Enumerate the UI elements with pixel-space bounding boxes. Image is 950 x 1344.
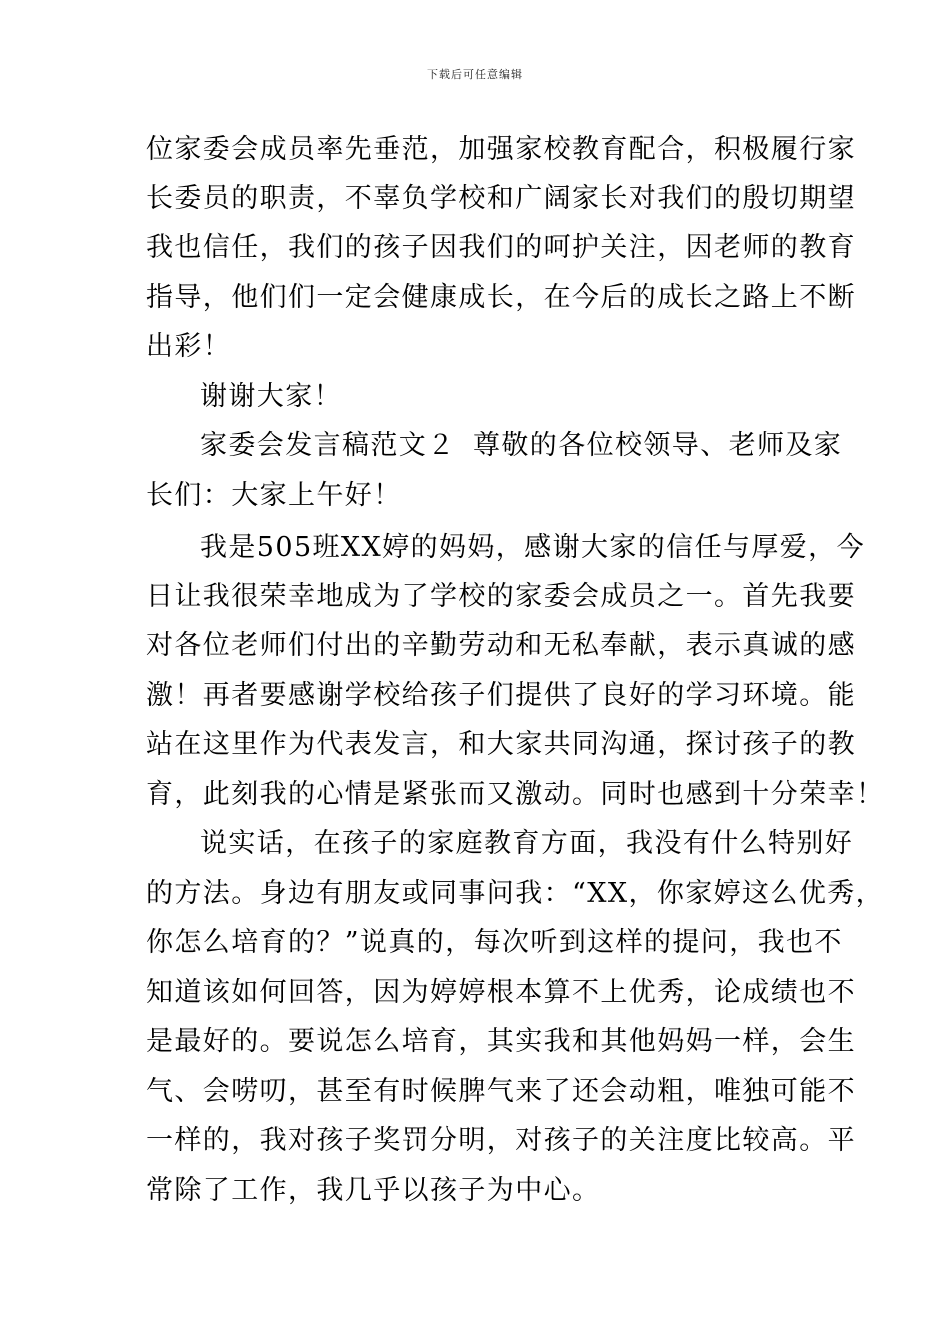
paragraph-line: 说实话，在孩子的家庭教育方面，我没有什么特别好	[200, 828, 854, 859]
paragraph-line: 出彩！	[146, 331, 232, 362]
paragraph-line: 长委员的职责，不辜负学校和广阔家长对我们的殷切期望	[146, 183, 856, 214]
paragraph-line: 常除了工作，我几乎以孩子为中心。	[146, 1175, 601, 1206]
paragraph-line: 的方法。身边有朋友或同事问我：“XX，你家婷这么优秀，	[146, 878, 885, 909]
salutation-line: 尊敬的各位校领导、老师及家	[473, 430, 843, 461]
paragraph-line: 是最好的。要说怎么培育，其实我和其他妈妈一样，会生	[146, 1026, 856, 1057]
paragraph-line: 我是505班XX婷的妈妈，感谢大家的信任与厚爱，今	[200, 532, 865, 563]
paragraph-line: 对各位老师们付出的辛勤劳动和无私奉献，表示真诚的感	[146, 630, 856, 661]
paragraph-line: 知道该如何回答，因为婷婷根本算不上优秀，论成绩也不	[146, 977, 856, 1008]
paragraph-line: 长们：大家上午好！	[146, 480, 402, 511]
paragraph-line: 一样的，我对孩子奖罚分明，对孩子的关注度比较高。平	[146, 1125, 856, 1156]
paragraph-line: 你怎么培育的？”说真的，每次听到这样的提问，我也不	[146, 927, 843, 958]
paragraph-line: 育，此刻我的心情是紧张而又激动。同时也感到十分荣幸！	[146, 779, 885, 810]
section-title: 家委会发言稿范文２	[200, 430, 456, 461]
paragraph-line: 指导，他们们一定会健康成长，在今后的成长之路上不断	[146, 282, 856, 313]
paragraph-line: 谢谢大家！	[200, 381, 342, 412]
paragraph-line: 激！再者要感谢学校给孩子们提供了良好的学习环境。能	[146, 680, 856, 711]
paragraph-line: 我也信任，我们的孩子因我们的呵护关注，因老师的教育	[146, 232, 856, 263]
paragraph-line: 日让我很荣幸地成为了学校的家委会成员之一。首先我要	[146, 581, 856, 612]
paragraph-line: 位家委会成员率先垂范，加强家校教育配合，积极履行家	[146, 134, 856, 165]
page-header-note: 下载后可任意编辑	[427, 68, 523, 81]
paragraph-line: 气、会唠叨，甚至有时候脾气来了还会动粗，唯独可能不	[146, 1076, 856, 1107]
paragraph-line: 站在这里作为代表发言，和大家共同沟通，探讨孩子的教	[146, 729, 856, 760]
